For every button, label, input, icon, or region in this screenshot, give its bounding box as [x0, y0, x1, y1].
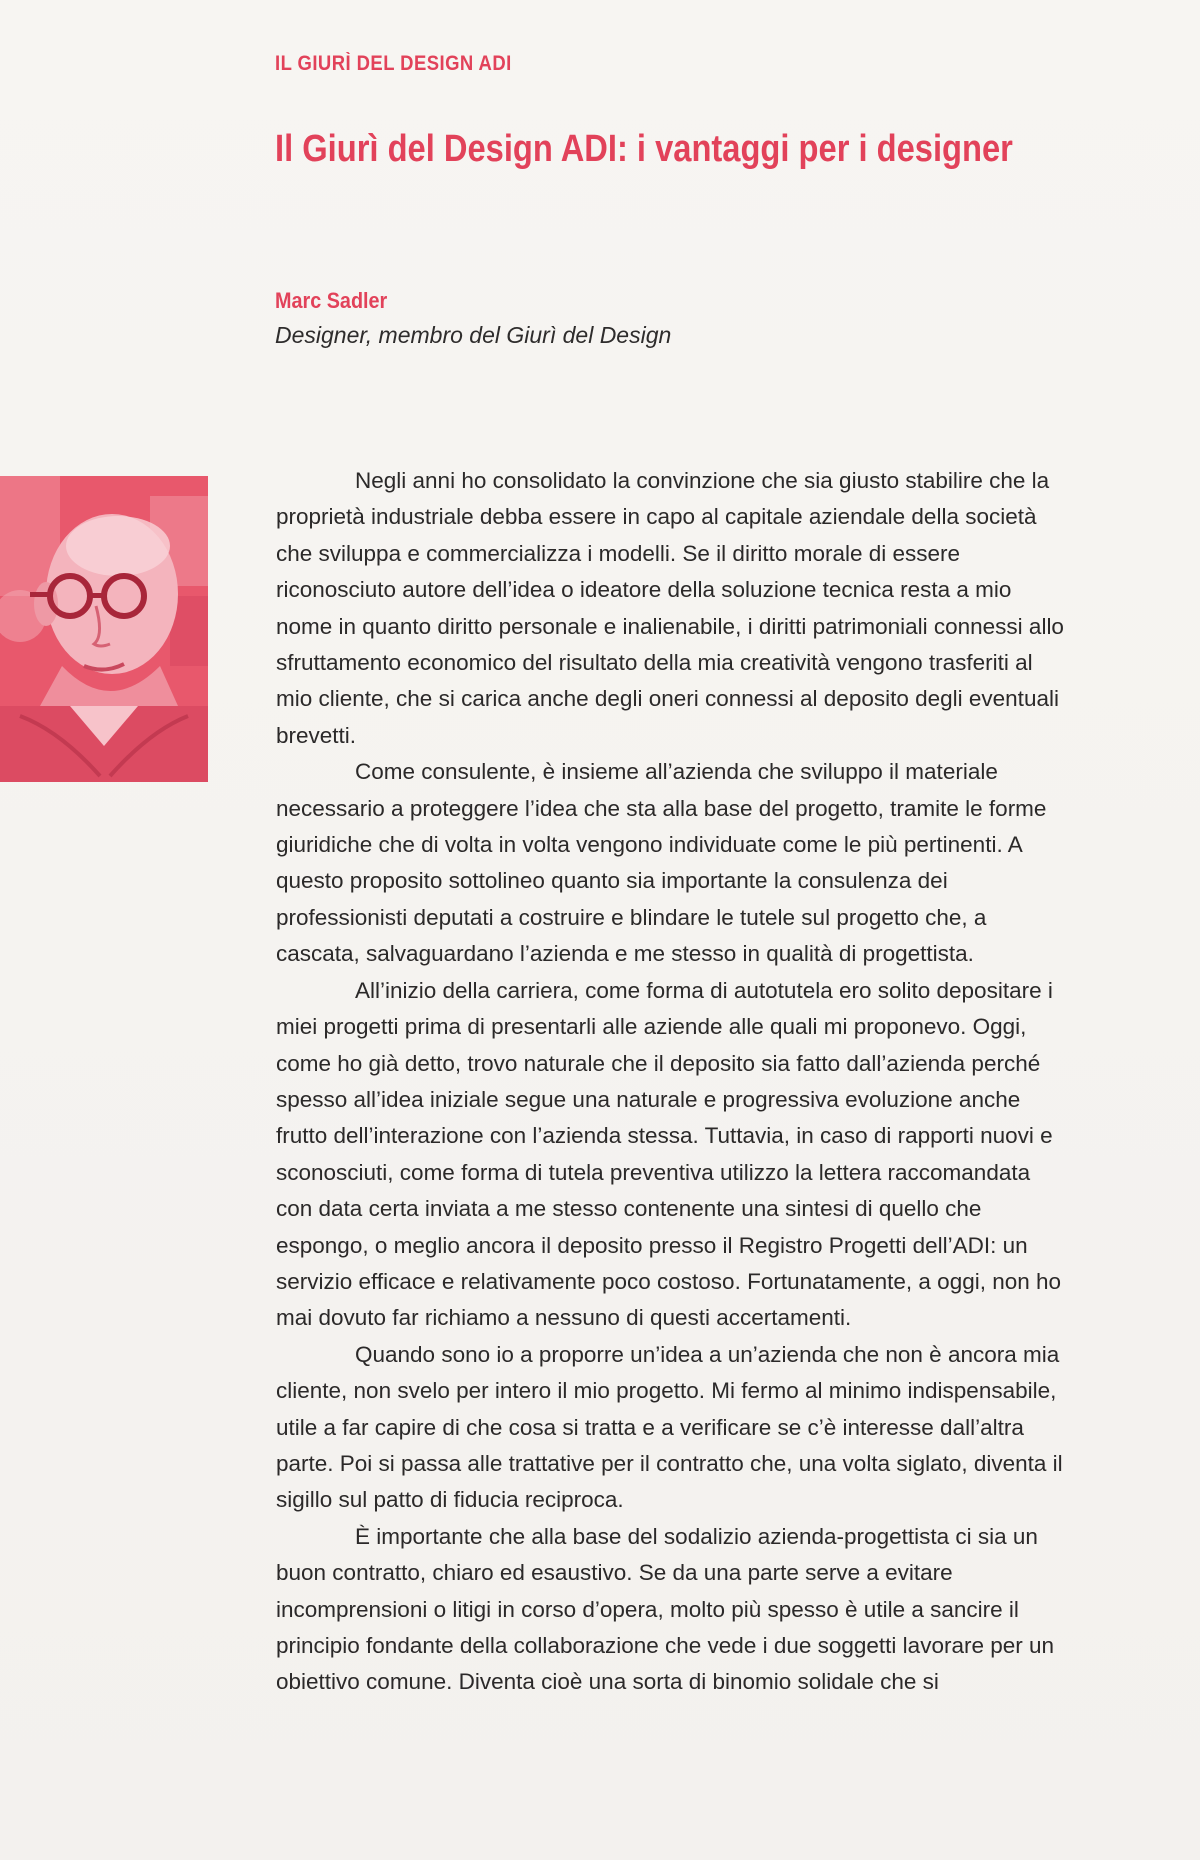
author-role: Designer, membro del Giurì del Design: [275, 322, 672, 348]
article-body: [276, 463, 1066, 1701]
body-paragraph-1: Negli anni ho consolidato la convinzione che sia giusto stabilire che la proprietà industriale debba essere in capo al capitale aziendale della società che sviluppa e commercializza i modelli. Se il diritto morale di essere riconosciuto autore dell’idea o ideatore della soluzione tecnica resta a mio nome in quanto diritto personale e inalienabile, i diritti patrimoniali connessi allo sfruttamento economico del risultato della mia creatività vengono trasferiti al mio cliente, che si carica anche degli oneri connessi al deposito degli eventuali brevetti.: [276, 468, 1064, 748]
article-title: Il Giurì del Design ADI: i vantaggi per i designer: [275, 128, 1013, 170]
body-paragraph-4: Quando sono io a proporre un’idea a un’azienda che non è ancora mia cliente, non svelo per intero il mio progetto. Mi fermo al minimo indispensabile, utile a far capire di che cosa si tratta e a verificare se c’è interesse dall’altra parte. Poi si passa alle trattative per il contratto che, una volta siglato, diventa il sigillo sul patto di fiducia reciproca.: [276, 1341, 1063, 1513]
body-paragraph-5: È importante che alla base del sodalizio azienda-progettista ci sia un buon contratto, chiaro ed esaustivo. Se da una parte serve a evitare incomprensioni o litigi in corso d’opera, molto più spesso è utile a sancire il principio fondante della collaborazione che vede i due soggetti lavorare per un obiettivo comune. Diventa cioè una sorta di binomio solidale che si: [276, 1523, 1055, 1695]
section-label: IL GIURÌ DEL DESIGN ADI: [275, 52, 512, 75]
author-name: Marc Sadler: [275, 288, 388, 313]
author-portrait-image: [0, 476, 208, 782]
body-paragraph-2: Come consulente, è insieme all’azienda che sviluppo il materiale necessario a proteggere l’idea che sta alla base del progetto, tramite le forme giuridiche che di volta in volta vengono individuate come le più pertinenti. A questo proposito sottolineo quanto sia importante la consulenza dei professionisti deputati a costruire e blindare le tutele sul progetto che, a cascata, salvaguardano l’azienda e me stesso in qualità di progettista.: [276, 759, 1047, 967]
body-paragraph-3: All’inizio della carriera, come forma di autotutela ero solito depositare i miei progetti prima di presentarli alle aziende alle quali mi proponevo. Oggi, come ho già detto, trovo naturale che il deposito sia fatto dall’azienda perché spesso all’idea iniziale segue una naturale e progressiva evoluzione anche frutto dell’interazione con l’azienda stessa. Tuttavia, in caso di rapporti nuovi e sconosciuti, come forma di tutela preventiva utilizzo la lettera raccomandata con data certa inviata a me stesso contenente una sintesi di quello che espongo, o meglio ancora il deposito presso il Registro Progetti dell’ADI: un servizio efficace e relativamente poco costoso. Fortunatamente, a oggi, non ho mai dovuto far richiamo a nessuno di questi accertamenti.: [276, 977, 1062, 1331]
